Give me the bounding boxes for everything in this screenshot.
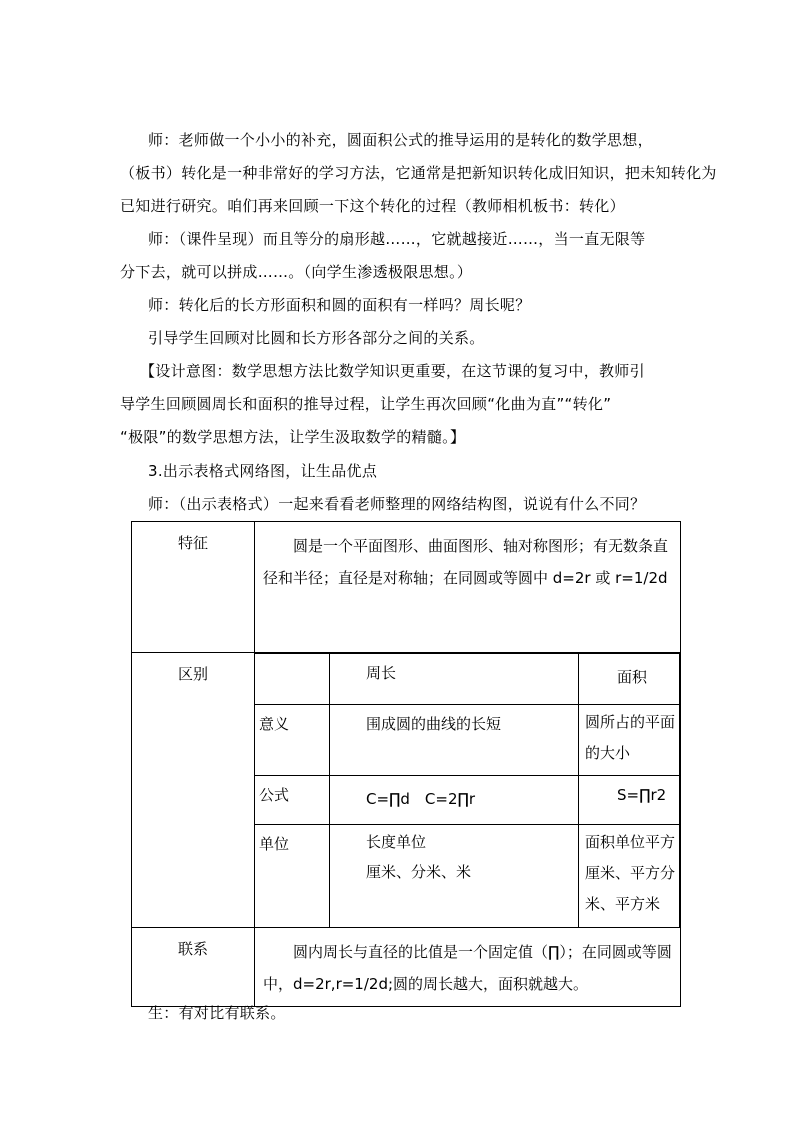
header-perimeter: 周长: [330, 654, 579, 705]
meaning-label: 意义: [255, 705, 330, 776]
header-area: 面积: [579, 654, 680, 705]
formula-perimeter: C=∏d C=2∏r: [330, 776, 579, 825]
connection-text: 圆内周长与直径的比值是一个固定值（∏）；在同圆或等圆中，d=2r,r=1/2d;圆的周长越大，面积就越大。: [255, 928, 681, 1007]
table-row-connection: [132, 928, 681, 1007]
design-intent-line: 【设计意图：数学思想方法比数学知识更重要，在这节课的复习中，教师引: [140, 362, 645, 380]
student-answer: 生：有对比有联系。: [148, 1004, 286, 1022]
unit-perimeter-line1: 长度单位: [366, 833, 427, 851]
paragraph-line: 分下去，就可以拼成……。（向学生渗透极限思想。）: [120, 263, 473, 281]
table-row-features: [132, 522, 681, 653]
paragraph-line: 已知进行研究。咱们再来回顾一下这个转化的过程（教师相机板书：转化）: [120, 197, 625, 215]
features-text: 圆是一个平面图形、曲面图形、轴对称图形；有无数条直径和半径；直径是对称轴；在同圆或等圆中 d=2r 或 r=1/2d: [255, 522, 681, 653]
subtable-row: [255, 705, 680, 776]
formula-label: 公式: [255, 776, 330, 825]
meaning-area: 圆所占的平面的大小: [579, 705, 680, 776]
formula-area: S=∏r2: [579, 776, 680, 825]
unit-label: 单位: [255, 825, 330, 928]
row-label: 联系: [132, 928, 255, 1007]
subtable-row: [255, 776, 680, 825]
meaning-perimeter: 围成圆的曲线的长短: [330, 705, 579, 776]
section-heading: 3.出示表格式网络图，让生品优点: [148, 462, 378, 480]
paragraph-line: 师：转化后的长方形面积和圆的面积有一样吗？周长呢？: [148, 296, 531, 314]
table-row-differences: [132, 653, 681, 928]
unit-area: 面积单位平方厘米、平方分米、平方米: [579, 825, 680, 928]
differences-subtable: [255, 653, 680, 927]
row-label: 区别: [132, 653, 255, 928]
design-intent-line: 导学生回顾圆周长和面积的推导过程，让学生再次回顾“化曲为直”“转化”: [120, 395, 612, 413]
paragraph-line: 师：（课件呈现）而且等分的扇形越……，它就越接近……，当一直无限等: [148, 230, 646, 248]
paragraph-line: 引导学生回顾对比圆和长方形各部分之间的关系。: [148, 329, 485, 347]
paragraph-line: 师：（出示表格式）一起来看看老师整理的网络结构图，说说有什么不同？: [148, 495, 646, 513]
header-blank: [255, 654, 330, 705]
unit-perimeter: [330, 825, 579, 928]
subtable-row: [255, 825, 680, 928]
paragraph-line: （板书）转化是一种非常好的学习方法，它通常是把新知识转化成旧知识，把未知转化为: [120, 164, 717, 182]
row-label: 特征: [132, 522, 255, 653]
design-intent-line: “极限”的数学思想方法，让学生汲取数学的精髓。】: [120, 428, 466, 446]
unit-perimeter-line2: 厘米、分米、米: [366, 863, 472, 881]
subtable-header: [255, 654, 680, 705]
paragraph-line: 师：老师做一个小小的补充，圆面积公式的推导运用的是转化的数学思想，: [148, 131, 653, 149]
network-table: [131, 521, 681, 1007]
